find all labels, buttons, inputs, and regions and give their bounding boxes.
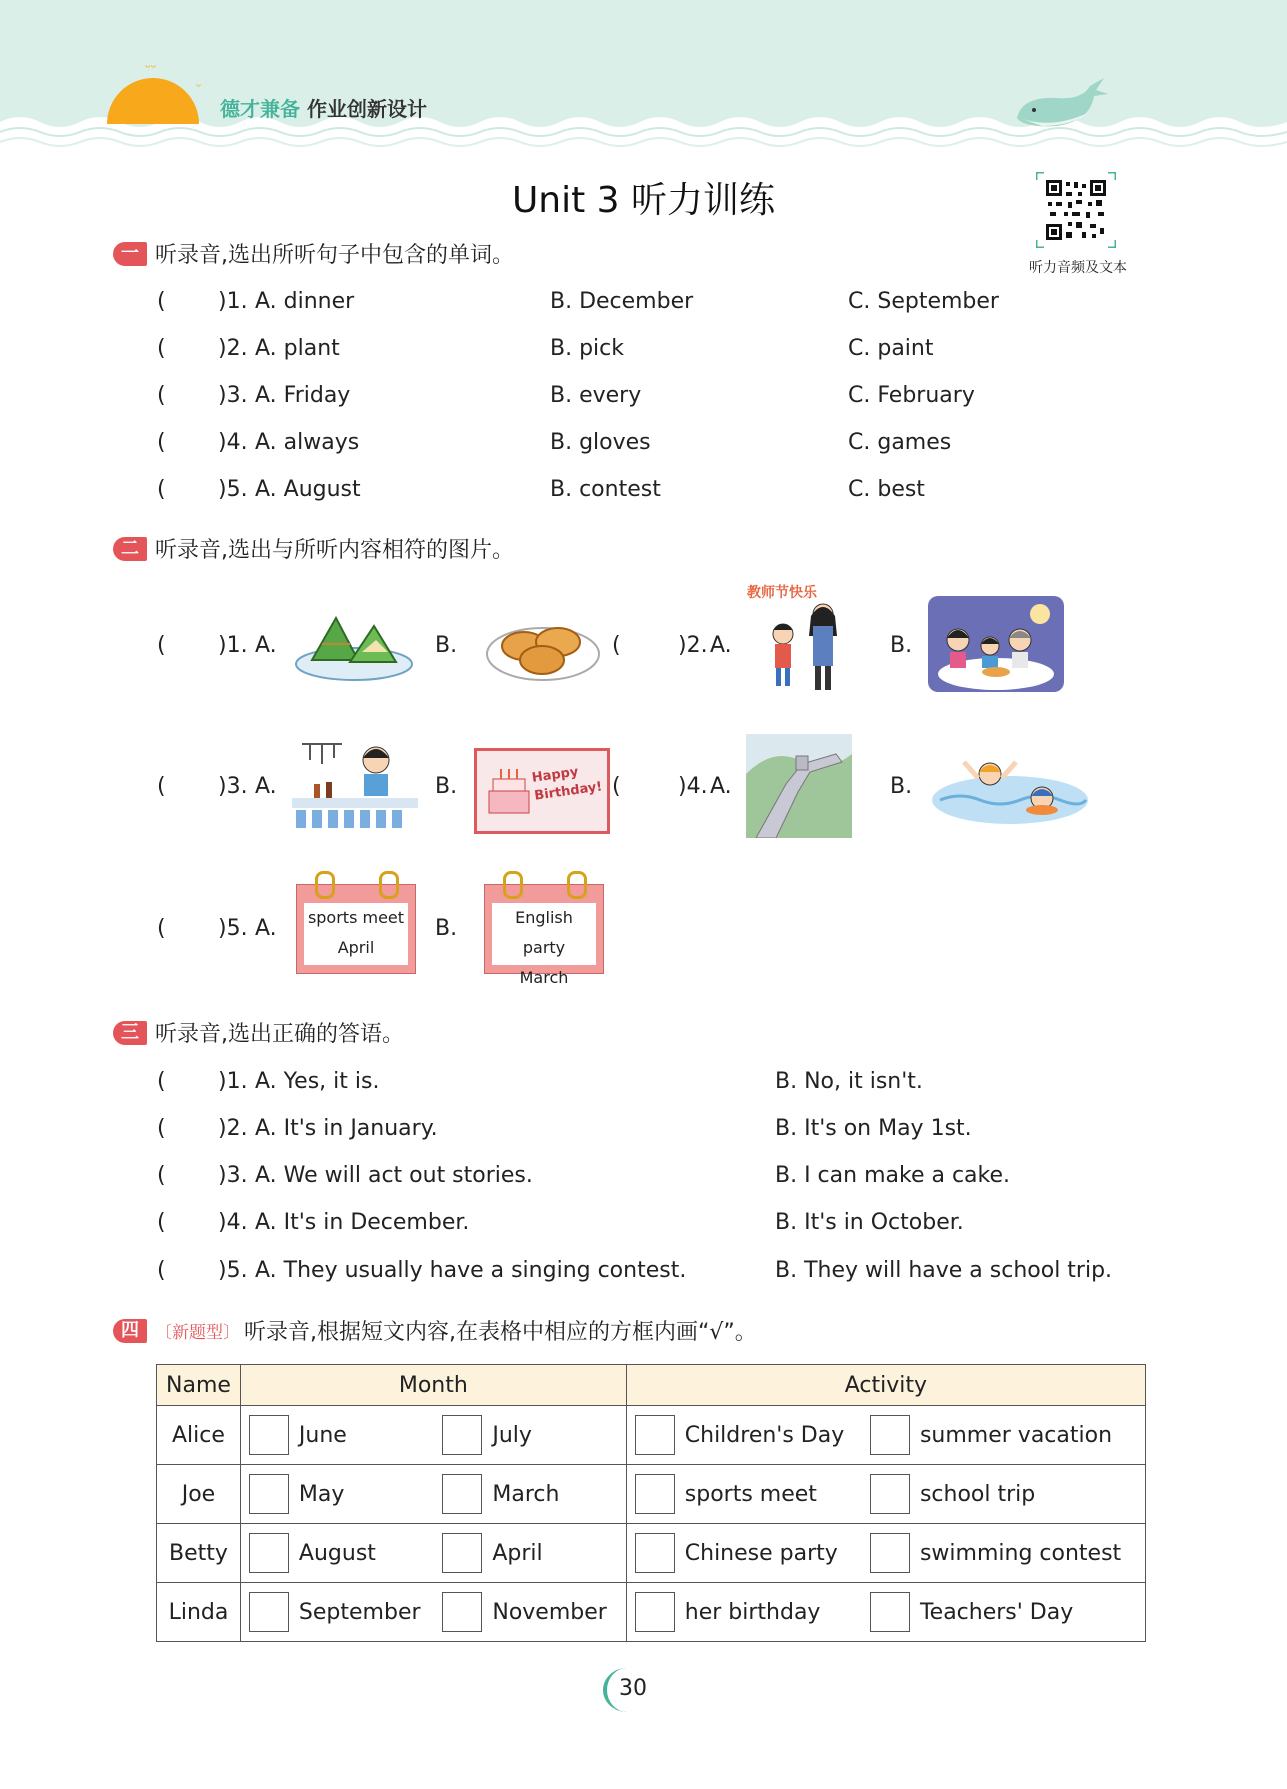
activity-option: her birthday: [684, 1599, 821, 1625]
header-activity: Activity: [626, 1365, 1145, 1406]
table-row: [157, 1465, 1146, 1524]
calendar-ring-icon: [379, 871, 399, 899]
swimming-image[interactable]: [930, 748, 1090, 828]
row-name: Linda: [157, 1583, 241, 1642]
bird-icon: ᵕ: [196, 80, 202, 95]
header-month: Month: [240, 1365, 626, 1406]
section-instruction: 听录音,选出正确的答语。: [155, 1022, 404, 1047]
checkbox[interactable]: [635, 1474, 675, 1514]
section-badge: 二: [113, 537, 147, 561]
checkbox[interactable]: [442, 1474, 482, 1514]
question-number: )4.: [218, 430, 248, 455]
checkbox[interactable]: [870, 1592, 910, 1632]
question-number: )4.: [678, 774, 708, 799]
month-option: August: [298, 1540, 376, 1566]
option-a: A. always: [255, 430, 360, 455]
option-a-label: A.: [255, 916, 277, 941]
bird-icon: ᵕᵕ: [145, 60, 157, 76]
section-badge: 四: [113, 1319, 147, 1343]
question-number: )2.: [678, 633, 708, 658]
birthday-text: Happy Birthday!: [530, 764, 604, 804]
answer-blank[interactable]: (: [157, 774, 166, 799]
great-wall-image[interactable]: [746, 734, 852, 838]
calendar-month: March: [519, 968, 569, 987]
question-number: )5.: [218, 477, 248, 502]
calendar-english-party[interactable]: [484, 884, 604, 987]
brand-name: 德才兼备: [220, 97, 300, 121]
answer-blank[interactable]: (: [157, 1116, 166, 1141]
section-badge: 一: [113, 242, 147, 266]
checkbox[interactable]: [635, 1592, 675, 1632]
answer-blank[interactable]: (: [157, 633, 166, 658]
checkbox[interactable]: [249, 1533, 289, 1573]
answer-blank[interactable]: (: [157, 430, 166, 455]
option-c: C. games: [848, 430, 952, 455]
section-1-header: [113, 238, 514, 269]
option-a: A. It's in December.: [255, 1210, 470, 1235]
page-title: Unit 3 听力训练: [511, 180, 776, 221]
section-2-header: [113, 533, 514, 564]
checkbox[interactable]: [635, 1415, 675, 1455]
calendar-page: [304, 903, 408, 965]
row-name: Betty: [157, 1524, 241, 1583]
option-c: C. September: [848, 289, 999, 314]
activity-option: Teachers' Day: [919, 1599, 1074, 1625]
option-b: B. gloves: [550, 430, 651, 455]
calendar-ring-icon: [315, 871, 335, 899]
family-dinner-image[interactable]: [928, 596, 1064, 692]
checkbox[interactable]: [870, 1474, 910, 1514]
whale-icon: [1012, 76, 1112, 136]
option-b: B. It's in October.: [775, 1210, 964, 1235]
section-badge: 三: [113, 1021, 147, 1045]
activity-option: summer vacation: [919, 1422, 1113, 1448]
answer-blank[interactable]: (: [157, 1258, 166, 1283]
answer-blank[interactable]: (: [157, 477, 166, 502]
option-c: C. paint: [848, 336, 934, 361]
row-name: Alice: [157, 1406, 241, 1465]
answer-blank[interactable]: (: [157, 916, 166, 941]
birthday-card-image[interactable]: [474, 748, 610, 834]
question-number: )2.: [218, 336, 248, 361]
answer-table: [156, 1364, 1146, 1642]
checkbox[interactable]: [249, 1415, 289, 1455]
activity-option: Chinese party: [684, 1540, 838, 1566]
table-row: [157, 1583, 1146, 1642]
answer-blank[interactable]: (: [612, 774, 621, 799]
row-name: Joe: [157, 1465, 241, 1524]
checkbox[interactable]: [249, 1474, 289, 1514]
brand-title: [220, 93, 427, 122]
question-number: )4.: [218, 1210, 248, 1235]
section-instruction: 听录音,选出所听句子中包含的单词。: [155, 243, 514, 268]
question-number: )3.: [218, 383, 248, 408]
option-a-label: A.: [710, 774, 732, 799]
section-instruction: 听录音,根据短文内容,在表格中相应的方框内画“√”。: [244, 1320, 757, 1345]
calendar-month: April: [337, 938, 375, 957]
option-b-label: B.: [890, 774, 913, 799]
answer-blank[interactable]: (: [157, 383, 166, 408]
option-b-label: B.: [435, 774, 458, 799]
cooking-image[interactable]: [292, 738, 418, 830]
teachers-day-text: 教师节快乐: [747, 585, 817, 601]
checkbox[interactable]: [442, 1533, 482, 1573]
option-a: A. dinner: [255, 289, 355, 314]
calendar-event: sports meet: [307, 908, 405, 927]
section-instruction: 听录音,选出与所听内容相符的图片。: [155, 538, 514, 563]
activity-option: school trip: [919, 1481, 1036, 1507]
question-number: )5.: [218, 1258, 248, 1283]
question-number: )2.: [218, 1116, 248, 1141]
month-option: March: [492, 1481, 560, 1507]
checkbox[interactable]: [870, 1533, 910, 1573]
answer-blank[interactable]: (: [157, 1210, 166, 1235]
table-header-row: [157, 1365, 1146, 1406]
month-option: November: [492, 1599, 607, 1625]
option-a: A. Yes, it is.: [255, 1069, 380, 1094]
calendar-ring-icon: [567, 871, 587, 899]
header-name: Name: [157, 1365, 241, 1406]
activity-option: sports meet: [684, 1481, 817, 1507]
option-c: C. best: [848, 477, 925, 502]
option-a-label: A.: [255, 774, 277, 799]
option-b: B. I can make a cake.: [775, 1163, 1011, 1188]
checkbox[interactable]: [635, 1533, 675, 1573]
option-b-label: B.: [890, 633, 913, 658]
calendar-sports-meet[interactable]: [296, 884, 416, 974]
option-b: B. pick: [550, 336, 624, 361]
calendar-event: English party: [515, 908, 573, 957]
checkbox[interactable]: [442, 1592, 482, 1632]
section-4-header: [113, 1315, 757, 1346]
checkbox[interactable]: [442, 1415, 482, 1455]
page-number: 30: [619, 1676, 647, 1701]
mooncake-image[interactable]: [484, 604, 602, 684]
option-b: B. December: [550, 289, 694, 314]
brand-subtitle: 作业创新设计: [306, 97, 427, 121]
question-number: )3.: [218, 774, 248, 799]
option-a: A. August: [255, 477, 361, 502]
answer-blank[interactable]: (: [157, 289, 166, 314]
option-b: B. No, it isn't.: [775, 1069, 923, 1094]
option-b: B. It's on May 1st.: [775, 1116, 972, 1141]
month-option: June: [298, 1422, 347, 1448]
question-number: )1.: [218, 289, 248, 314]
calendar-ring-icon: [503, 871, 523, 899]
month-option: September: [298, 1599, 421, 1625]
calendar-page: [492, 903, 596, 987]
option-a: A. They usually have a singing contest.: [255, 1258, 687, 1283]
month-option: May: [298, 1481, 345, 1507]
page-header: [0, 0, 1287, 150]
section-3-header: [113, 1017, 404, 1048]
qr-caption: 听力音频及文本: [1029, 260, 1127, 276]
question-number: )3.: [218, 1163, 248, 1188]
question-number: )1.: [218, 633, 248, 658]
checkbox[interactable]: [870, 1415, 910, 1455]
option-b-label: B.: [435, 633, 458, 658]
option-b: B. every: [550, 383, 642, 408]
answer-blank[interactable]: (: [612, 633, 621, 658]
option-a: A. It's in January.: [255, 1116, 438, 1141]
option-a-label: A.: [255, 633, 277, 658]
option-a: A. plant: [255, 336, 340, 361]
answer-blank[interactable]: (: [157, 1163, 166, 1188]
answer-blank[interactable]: (: [157, 336, 166, 361]
qr-code-icon[interactable]: [1036, 172, 1116, 248]
option-b-label: B.: [435, 916, 458, 941]
activity-option: swimming contest: [919, 1540, 1122, 1566]
answer-blank[interactable]: (: [157, 1069, 166, 1094]
option-a: A. Friday: [255, 383, 351, 408]
zongzi-image[interactable]: [292, 604, 416, 684]
option-c: C. February: [848, 383, 975, 408]
option-b: B. contest: [550, 477, 661, 502]
sun-icon: [107, 78, 202, 124]
option-a-label: A.: [710, 633, 732, 658]
teachers-day-image[interactable]: [745, 580, 855, 700]
question-number: )5.: [218, 916, 248, 941]
checkbox[interactable]: [249, 1592, 289, 1632]
activity-option: Children's Day: [684, 1422, 845, 1448]
new-type-tag: 〔新题型〕: [155, 1323, 240, 1343]
option-b: B. They will have a school trip.: [775, 1258, 1113, 1283]
option-a: A. We will act out stories.: [255, 1163, 533, 1188]
question-number: )1.: [218, 1069, 248, 1094]
month-option: April: [492, 1540, 543, 1566]
table-row: [157, 1406, 1146, 1465]
month-option: July: [492, 1422, 532, 1448]
table-row: [157, 1524, 1146, 1583]
